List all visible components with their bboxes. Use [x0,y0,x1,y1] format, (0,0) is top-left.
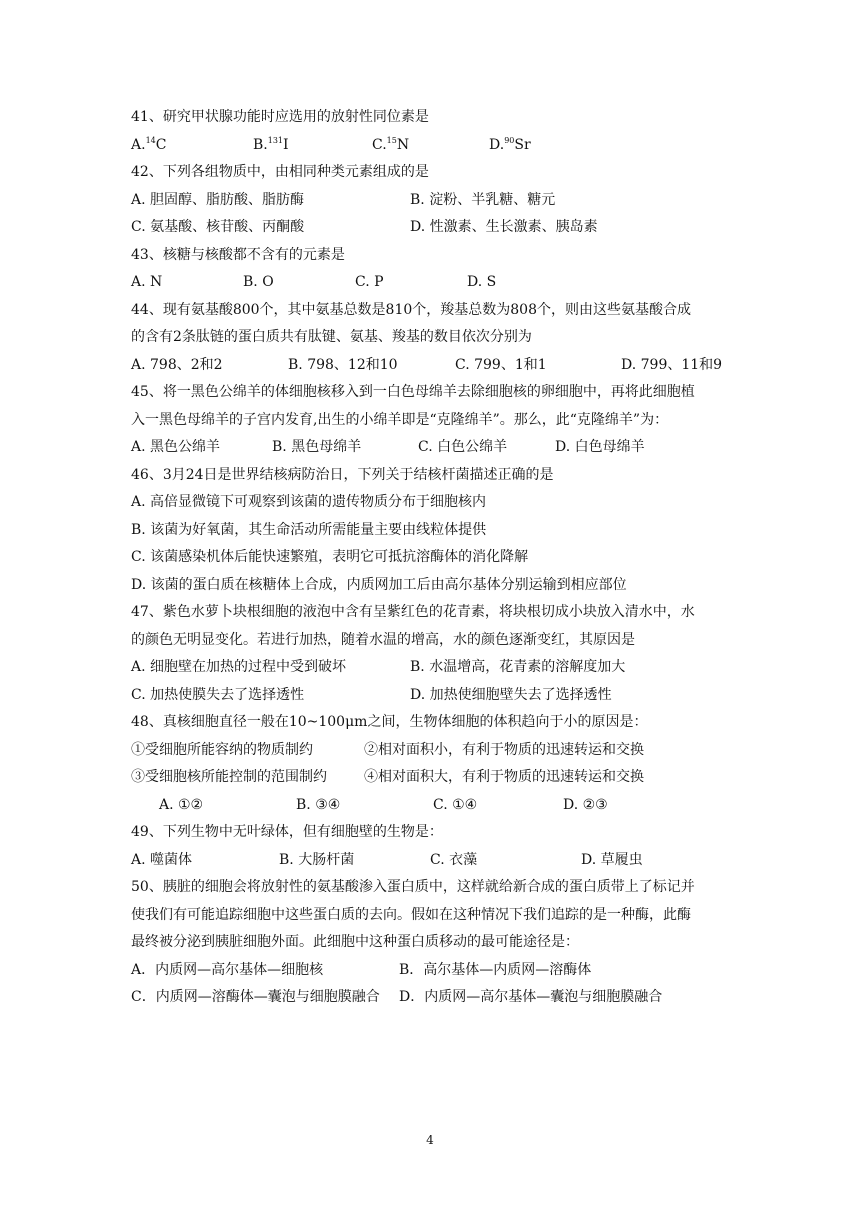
page-number: 4 [426,1133,434,1147]
question-43-options [131,269,751,297]
option-b: B. 黑色母绵羊 [272,439,362,455]
option-b: B. ③④ [296,796,341,813]
option-b: B．高尔基体—内质网—溶酶体 [399,961,592,978]
option-c: C. P [355,274,384,290]
question-41-options [131,132,751,160]
question-44-stem-line1: 44、现有氨基酸800个，其中氨基总数是810个，羧基总数为808个，则由这些氨基酸合成 [131,301,691,318]
question-50-stem-line1: 50、胰脏的细胞会将放射性的氨基酸渗入蛋白质中，这样就给新合成的蛋白质带上了标记并 [131,879,695,895]
option-b: B.$^{131}$I [253,135,289,153]
option-c: C. 衣藻 [430,851,478,868]
question-48-stem: 48、真核细胞直径一般在10~100μm之间，生物体细胞的体积趋向于小的原因是： [131,714,648,730]
question-42-options-cd [131,214,751,242]
statement-2: ②相对面积小，有利于物质的迅速转运和交换 [364,741,644,758]
question-45-stem-line2: 入一黑色母绵羊的子宫内发育,出生的小绵羊即是“克隆绵羊”。那么，此“克隆绵羊”为： [131,411,669,428]
question-48-statements-12 [131,737,751,765]
question-48-options [131,792,751,820]
question-47-stem-line1: 47、紫色水萝卜块根细胞的液泡中含有呈紫红色的花青素，将块根切成小块放入清水中，水 [131,604,695,620]
option-a: A. N [131,274,163,290]
option-b: B. 淀粉、半乳糖、糖元 [410,191,556,208]
option-c: C. 799、1和1 [455,356,547,373]
question-47-options-ab [131,654,751,682]
option-a: A. 798、2和2 [131,356,223,373]
question-41-stem: 41、研究甲状腺功能时应选用的放射性同位素是 [131,109,429,125]
statement-4: ④相对面积大，有利于物质的迅速转运和交换 [364,769,644,785]
option-d: D. S [467,274,497,290]
question-44-options [131,352,751,380]
option-d: D. 该菌的蛋白质在核糖体上合成，内质网加工后由高尔基体分别运输到相应部位 [131,576,627,593]
option-a: A. 细胞壁在加热的过程中受到破坏 [131,659,347,675]
question-49-stem: 49、下列生物中无叶绿体，但有细胞壁的生物是： [131,824,443,840]
question-42-stem: 42、下列各组物质中，由相同种类元素组成的是 [131,164,429,180]
option-c: C. 加热使膜失去了选择透性 [131,686,305,703]
option-c: C.$^{15}$N [372,135,410,153]
option-d: D. 加热使细胞壁失去了选择透性 [410,686,612,703]
question-48-statements-34 [131,764,751,792]
option-a: A.$^{14}$C [131,135,167,153]
option-c: C．内质网—溶酶体—囊泡与细胞膜融合 [131,989,380,1005]
option-d: D．内质网—高尔基体—囊泡与细胞膜融合 [399,989,663,1005]
question-42-options-ab [131,187,751,215]
question-47-stem-line2: 的颜色无明显变化。若进行加热，随着水温的增高，水的颜色逐渐变红，其原因是 [131,631,635,648]
question-50-options-cd [131,984,751,1012]
option-a: A. 黑色公绵羊 [131,439,221,455]
option-b: B. O [243,274,274,290]
question-50-options-ab [131,957,751,985]
statement-1: ①受细胞所能容纳的物质制约 [131,741,313,758]
option-b: B. 798、12和10 [288,356,398,373]
option-a: A. 胆固醇、脂肪酸、脂肪酶 [131,191,305,208]
option-b: B. 该菌为好氧菌，其生命活动所需能量主要由线粒体提供 [131,521,487,538]
question-43-stem: 43、核糖与核酸都不含有的元素是 [131,246,345,263]
option-d: D. 799、11和9 [621,356,723,373]
option-d: D. 草履虫 [581,851,643,868]
option-d: D. 白色母绵羊 [555,439,645,455]
question-list [131,104,751,1012]
option-c: C. 该菌感染机体后能快速繁殖，表明它可抵抗溶酶体的消化降解 [131,549,529,565]
option-b: B. 大肠杆菌 [279,851,355,868]
option-a: A. 噬菌体 [131,851,193,868]
question-50-stem-line2: 使我们有可能追踪细胞中这些蛋白质的去向。假如在这种情况下我们追踪的是一种酶，此酶 [131,906,691,923]
question-50-stem-line3: 最终被分泌到胰脏细胞外面。此细胞中这种蛋白质移动的最可能途径是： [131,934,579,950]
question-49-options [131,847,751,875]
statement-3: ③受细胞核所能控制的范围制约 [131,769,327,785]
question-44-stem-line2: 的含有2条肽链的蛋白质共有肽键、氨基、羧基的数目依次分别为 [131,329,532,345]
question-47-options-cd [131,682,751,710]
option-c: C. ①④ [433,796,478,813]
option-a: A. ①② [159,796,204,813]
question-46-stem: 46、3月24日是世界结核病防治日，下列关于结核杆菌描述正确的是 [131,466,554,483]
option-b: B. 水温增高，花青素的溶解度加大 [410,659,626,675]
option-c: C. 氨基酸、核苷酸、丙酮酸 [131,219,305,235]
option-d: D. ②③ [563,796,608,813]
option-c: C. 白色公绵羊 [418,439,508,455]
question-45-stem-line1: 45、将一黑色公绵羊的体细胞核移入到一白色母绵羊去除细胞核的卵细胞中，再将此细胞植 [131,384,695,400]
option-d: D. 性激素、生长激素、胰岛素 [410,219,598,235]
option-a: A．内质网—高尔基体—细胞核 [131,961,324,978]
question-45-options [131,434,751,462]
option-d: D.$^{90}$Sr [489,135,531,153]
option-a: A. 高倍显微镜下可观察到该菌的遗传物质分布于细胞核内 [131,494,487,510]
